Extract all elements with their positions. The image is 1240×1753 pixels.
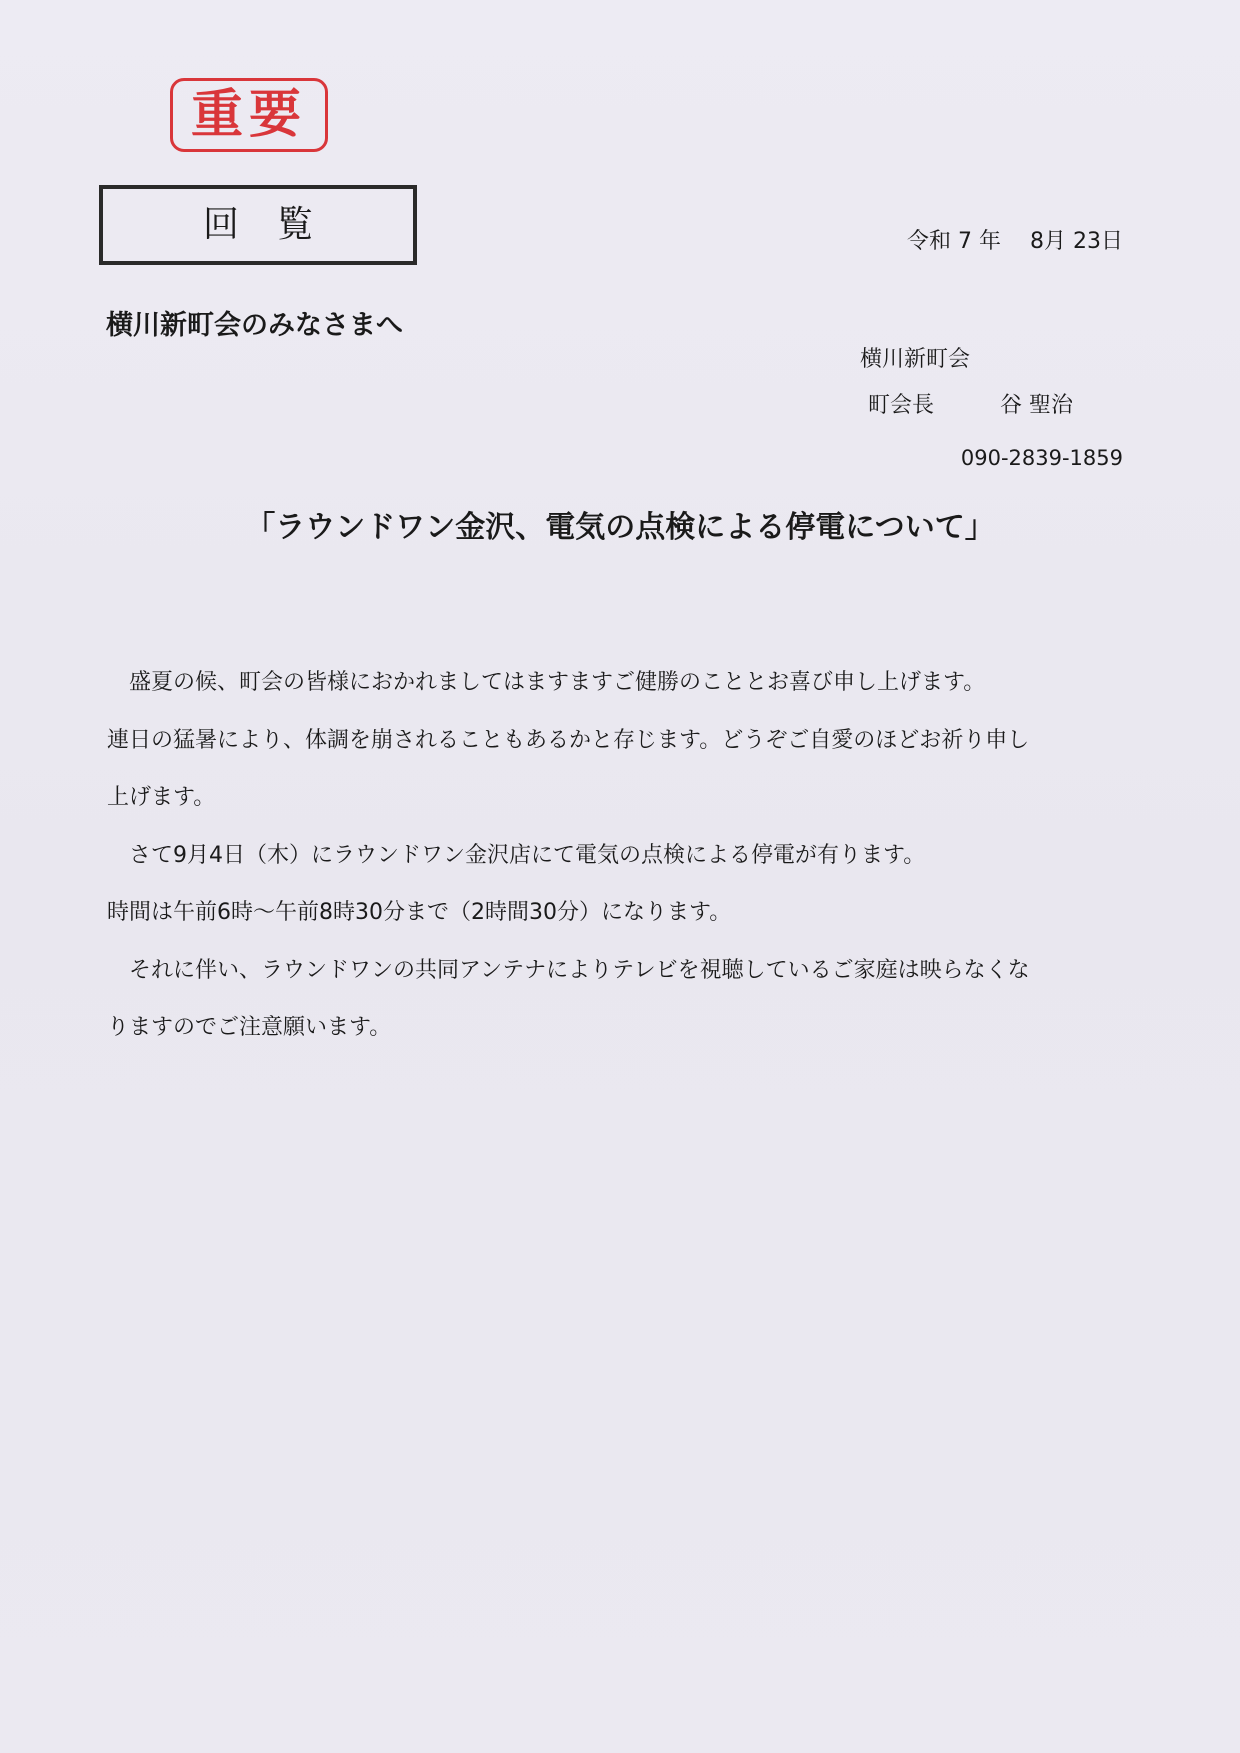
body-text [107, 654, 1137, 1057]
sender-chief: 町会長 谷 聖治 [868, 393, 1073, 418]
addressee: 横川新町会のみなさまへ [106, 310, 403, 341]
sender-organization: 横川新町会 [860, 347, 971, 372]
sender-phone: 090-2839-1859 [960, 446, 1123, 470]
body-line: さて9月4日（木）にラウンドワン金沢店にて電気の点検による停電が有ります。 [107, 842, 926, 868]
document-title: 「ラウンドワン金沢、電気の点検による停電について」 [245, 510, 995, 545]
body-line: 時間は午前6時～午前8時30分まで（2時間30分）になります。 [107, 900, 732, 925]
document-date: 令和 7 年 8月 23日 [907, 229, 1123, 254]
important-stamp: 重要 [170, 78, 328, 152]
body-line: 上げます。 [107, 785, 216, 810]
body-line: 連日の猛暑により、体調を崩されることもあるかと存じます。どうぞご自愛のほどお祈り申し [107, 727, 1030, 753]
body-line: りますのでご注意願います。 [107, 1015, 392, 1040]
body-line: それに伴い、ラウンドワンの共同アンテナによりテレビを視聴しているご家庭は映らなくな [107, 957, 1030, 983]
circular-label-box: 回覧 [99, 185, 417, 265]
body-line: 盛夏の候、町会の皆様におかれましてはますますご健勝のこととお喜び申し上げます。 [107, 670, 986, 695]
